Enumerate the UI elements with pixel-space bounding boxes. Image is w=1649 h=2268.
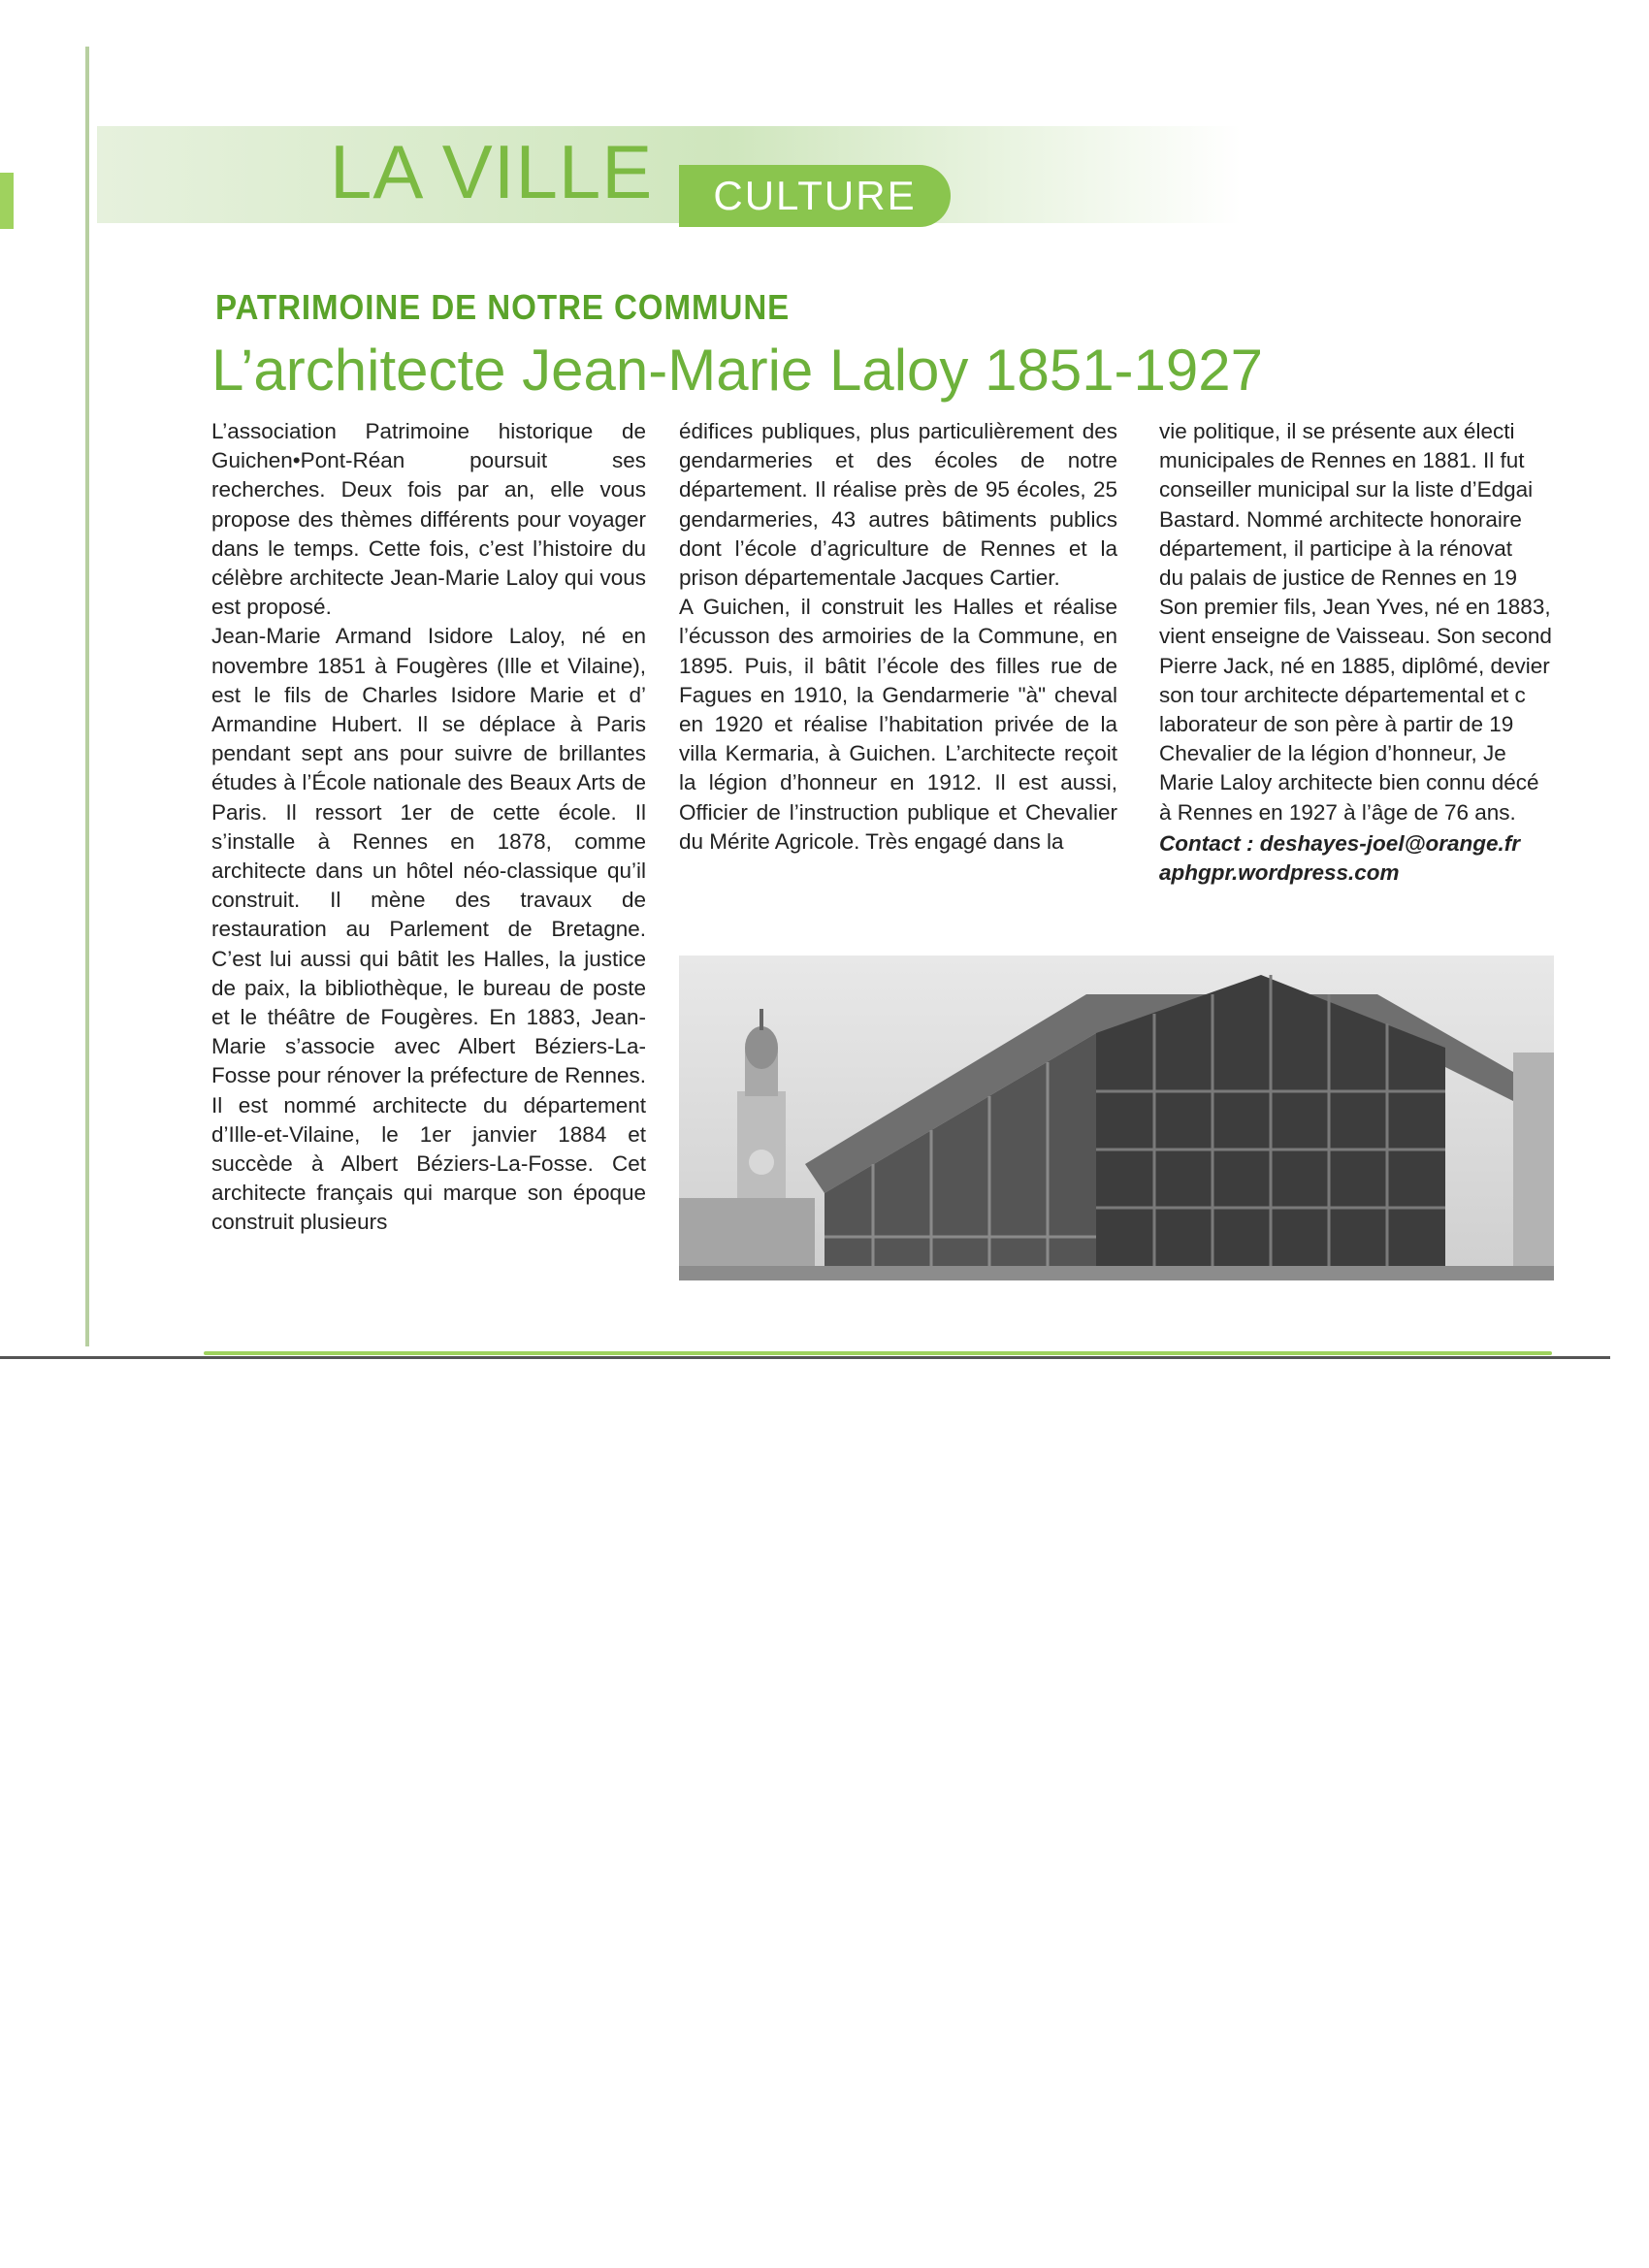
text-line: laborateur de son père à partir de 19	[1159, 712, 1514, 737]
text-line: municipales de Rennes en 1881. Il fut	[1159, 448, 1525, 473]
text-line: vie politique, il se présente aux électi	[1159, 419, 1515, 443]
halles-illustration	[679, 956, 1554, 1280]
text-line: conseiller municipal sur la liste d’Edgai	[1159, 477, 1534, 502]
paragraph: L’association Patrimoine historique de Guichen•Pont-Réan poursuit ses recherches. Deux fois par an, elle vous propose des thèmes différents pour voyager dans le temps. Cette fois, c’est l’histoire du célèbre architecte Jean-Marie Laloy qui vous est proposé.	[211, 419, 646, 620]
article-title: L’architecte Jean-Marie Laloy 1851-1927	[211, 338, 1264, 403]
website-link[interactable]: aphgpr.wordpress.com	[1159, 860, 1400, 886]
page-scan-edge	[0, 1356, 1610, 1359]
text-line: Son premier fils, Jean Yves, né en 1883,	[1159, 595, 1551, 620]
paragraph: édifices publiques, plus particulièrement des gendarmeries et des écoles de notre département. Il réalise près de 95 écoles, 25 gendarmeries, 43 autres bâtiments publics dont l’école d’agriculture de Rennes et la prison départementale Jacques Cartier.	[679, 419, 1117, 591]
article-kicker: PATRIMOINE DE NOTRE COMMUNE	[215, 287, 791, 327]
text-line: Marie Laloy architecte bien connu décé	[1159, 770, 1539, 795]
text-line: Pierre Jack, né en 1885, diplômé, devier	[1159, 653, 1550, 678]
article-column-2	[679, 417, 1117, 857]
halles-photo	[679, 956, 1554, 1280]
bottom-divider	[204, 1351, 1552, 1355]
contact-email[interactable]: Contact : deshayes-joel@orange.fr	[1159, 830, 1521, 856]
text-line: vient enseigne de Vaisseau. Son second	[1159, 624, 1552, 649]
article-column-1	[211, 417, 646, 1238]
article-column-3	[1159, 417, 1552, 888]
text-line: département, il participe à la rénovat	[1159, 535, 1512, 561]
paragraph: A Guichen, il construit les Halles et réalise l’écusson des armoiries de la Commune, en 1895. Puis, il bâtit l’école des filles rue de Fagues en 1910, la Gendarmerie "à" cheval en 1920 et réalise l’habitation privée de la villa Kermaria, à Guichen. L’architecte reçoit la légion d’honneur en 1912. Il est aussi, Officier de l’instruction publique et Chevalier du Mérite Agricole. Très engagé dans la	[679, 595, 1117, 854]
text-line: du palais de justice de Rennes en 19	[1159, 566, 1518, 591]
paragraph: Jean-Marie Armand Isidore Laloy, né en novembre 1851 à Fougères (Ille et Vilaine), est le fils de Charles Isidore Marie et d’ Armandine Hubert. Il se déplace à Paris pendant sept ans pour suivre de brillantes études à l’École nationale des Beaux Arts de Paris. Il ressort 1er de cette école. Il s’installe à Rennes en 1878, comme architecte dans un hôtel néo-classique qu’il construit. Il mène des travaux de restauration au Parlement de Bretagne. C’est lui aussi qui bâtit les Halles, la justice de paix, la bibliothèque, le bureau de poste et le théâtre de Fougères. En 1883, Jean-Marie s’associe avec Albert Béziers-La-Fosse pour rénover la préfecture de Rennes. Il est nommé architecte du département d’Ille-et-Vilaine, le 1er janvier 1884 et succède à Albert Béziers-La-Fosse. Cet architecte français qui marque son époque construit plusieurs	[211, 624, 646, 1235]
text-line: son tour architecte départemental et c	[1159, 682, 1526, 707]
left-margin-accent	[0, 173, 14, 229]
category-badge: CULTURE	[679, 165, 951, 227]
section-title: LA VILLE	[330, 129, 654, 214]
left-page-rule	[85, 47, 89, 1346]
text-line: Bastard. Nommé architecte honoraire	[1159, 506, 1522, 532]
text-line: à Rennes en 1927 à l’âge de 76 ans.	[1159, 799, 1516, 825]
text-line: Chevalier de la légion d’honneur, Je	[1159, 741, 1506, 766]
section-header-band	[97, 126, 1242, 223]
